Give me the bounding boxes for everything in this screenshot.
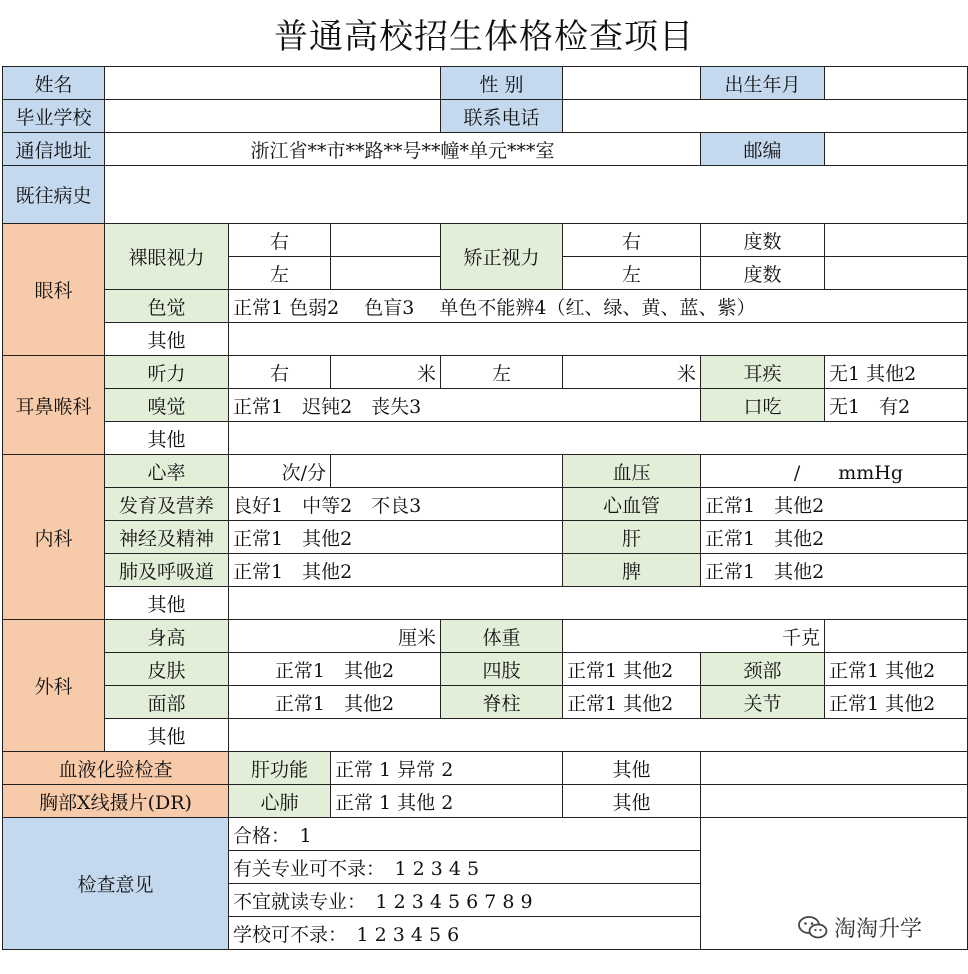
liver-value[interactable]: 正常1 其他2 bbox=[701, 521, 968, 554]
opinion-qualified[interactable]: 合格： 1 bbox=[229, 818, 701, 851]
history-field[interactable] bbox=[105, 166, 968, 224]
hearing-left-unit[interactable]: 米 bbox=[563, 356, 701, 389]
history-label: 既往病史 bbox=[3, 166, 105, 224]
spleen-value[interactable]: 正常1 其他2 bbox=[701, 554, 968, 587]
corrected-right-label: 右 bbox=[563, 224, 701, 257]
blood-pressure-unit[interactable]: / mmHg bbox=[701, 455, 968, 488]
heart-lung-label: 心肺 bbox=[229, 785, 331, 818]
spine-value[interactable]: 正常1 其他2 bbox=[563, 686, 701, 719]
blood-pressure-label: 血压 bbox=[563, 455, 701, 488]
opinion-label: 检查意见 bbox=[3, 818, 229, 950]
phone-field[interactable] bbox=[563, 100, 968, 133]
limbs-label: 四肢 bbox=[441, 653, 563, 686]
blood-test-label: 血液化验检查 bbox=[3, 752, 229, 785]
weight-unit[interactable]: 千克 bbox=[563, 620, 825, 653]
ent-other-label: 其他 bbox=[105, 422, 229, 455]
eye-other-field[interactable] bbox=[229, 323, 968, 356]
naked-right-label: 右 bbox=[229, 224, 331, 257]
smell-label: 嗅觉 bbox=[105, 389, 229, 422]
school-field[interactable] bbox=[105, 100, 441, 133]
neck-label: 颈部 bbox=[701, 653, 825, 686]
hearing-label: 听力 bbox=[105, 356, 229, 389]
spleen-label: 脾 bbox=[563, 554, 701, 587]
naked-right-field[interactable] bbox=[331, 224, 441, 257]
development-label: 发育及营养 bbox=[105, 488, 229, 521]
opinion-majors-optional[interactable]: 有关专业可不录： 1 2 3 4 5 bbox=[229, 851, 701, 884]
school-label: 毕业学校 bbox=[3, 100, 105, 133]
postcode-label: 邮编 bbox=[701, 133, 825, 166]
corrected-left-label: 左 bbox=[563, 257, 701, 290]
weight-label: 体重 bbox=[441, 620, 563, 653]
address-label: 通信地址 bbox=[3, 133, 105, 166]
joint-label: 关节 bbox=[701, 686, 825, 719]
heart-rate-field[interactable] bbox=[331, 455, 563, 488]
exam-form-table bbox=[2, 66, 968, 950]
hearing-right-unit[interactable]: 米 bbox=[331, 356, 441, 389]
height-unit[interactable]: 厘米 bbox=[229, 620, 441, 653]
eye-other-label: 其他 bbox=[105, 323, 229, 356]
phone-label: 联系电话 bbox=[441, 100, 563, 133]
joint-value[interactable]: 正常1 其他2 bbox=[825, 686, 968, 719]
weight-extra-field[interactable] bbox=[825, 620, 968, 653]
corrected-vision-label: 矫正视力 bbox=[441, 224, 563, 290]
surgery-other-label: 其他 bbox=[105, 719, 229, 752]
face-label: 面部 bbox=[105, 686, 229, 719]
naked-left-label: 左 bbox=[229, 257, 331, 290]
opinion-schools-optional[interactable]: 学校可不录： 1 2 3 4 5 6 bbox=[229, 917, 701, 950]
internal-other-field[interactable] bbox=[229, 587, 968, 620]
postcode-field[interactable] bbox=[825, 133, 968, 166]
neck-value[interactable]: 正常1 其他2 bbox=[825, 653, 968, 686]
neuro-label: 神经及精神 bbox=[105, 521, 229, 554]
watermark bbox=[798, 912, 922, 943]
face-value[interactable]: 正常1 其他2 bbox=[229, 686, 441, 719]
surgery-other-field[interactable] bbox=[229, 719, 968, 752]
spine-label: 脊柱 bbox=[441, 686, 563, 719]
internal-other-label: 其他 bbox=[105, 587, 229, 620]
stutter-label: 口吃 bbox=[701, 389, 825, 422]
cardio-value[interactable]: 正常1 其他2 bbox=[701, 488, 968, 521]
stutter-value[interactable]: 无1 有2 bbox=[825, 389, 968, 422]
ent-other-field[interactable] bbox=[229, 422, 968, 455]
ent-section-label: 耳鼻喉科 bbox=[3, 356, 105, 455]
smell-value[interactable]: 正常1 迟钝2 丧失3 bbox=[229, 389, 701, 422]
xray-other-field[interactable] bbox=[701, 785, 968, 818]
name-label: 姓名 bbox=[3, 67, 105, 100]
color-vision-value[interactable]: 正常1 色弱2 色盲3 单色不能辨4（红、绿、黄、蓝、紫） bbox=[229, 290, 968, 323]
naked-left-field[interactable] bbox=[331, 257, 441, 290]
corrected-left-degree-label: 度数 bbox=[701, 257, 825, 290]
liver-label: 肝 bbox=[563, 521, 701, 554]
development-value[interactable]: 良好1 中等2 不良3 bbox=[229, 488, 563, 521]
xray-label: 胸部X线摄片(DR) bbox=[3, 785, 229, 818]
naked-vision-label: 裸眼视力 bbox=[105, 224, 229, 290]
heart-rate-unit[interactable]: 次/分 bbox=[229, 455, 331, 488]
skin-label: 皮肤 bbox=[105, 653, 229, 686]
lung-label: 肺及呼吸道 bbox=[105, 554, 229, 587]
internal-section-label: 内科 bbox=[3, 455, 105, 620]
blood-other-field[interactable] bbox=[701, 752, 968, 785]
surgery-section-label: 外科 bbox=[3, 620, 105, 752]
watermark-text: 淘淘升学 bbox=[834, 917, 923, 942]
gender-field[interactable] bbox=[563, 67, 701, 100]
opinion-unsuitable-majors[interactable]: 不宜就读专业： 1 2 3 4 5 6 7 8 9 bbox=[229, 884, 701, 917]
skin-value[interactable]: 正常1 其他2 bbox=[229, 653, 441, 686]
lung-value[interactable]: 正常1 其他2 bbox=[229, 554, 563, 587]
eye-section-label: 眼科 bbox=[3, 224, 105, 356]
corrected-right-degree-label: 度数 bbox=[701, 224, 825, 257]
liver-function-label: 肝功能 bbox=[229, 752, 331, 785]
ear-disease-label: 耳疾 bbox=[701, 356, 825, 389]
birth-field[interactable] bbox=[825, 67, 968, 100]
name-field[interactable] bbox=[105, 67, 441, 100]
hearing-right-label: 右 bbox=[229, 356, 331, 389]
cardio-label: 心血管 bbox=[563, 488, 701, 521]
birth-label: 出生年月 bbox=[701, 67, 825, 100]
ear-disease-value[interactable]: 无1 其他2 bbox=[825, 356, 968, 389]
gender-label: 性 别 bbox=[441, 67, 563, 100]
blood-other-label: 其他 bbox=[563, 752, 701, 785]
heart-lung-value[interactable]: 正常 1 其他 2 bbox=[331, 785, 563, 818]
neuro-value[interactable]: 正常1 其他2 bbox=[229, 521, 563, 554]
hearing-left-label: 左 bbox=[441, 356, 563, 389]
corrected-right-degree-field[interactable] bbox=[825, 224, 968, 257]
wechat-icon bbox=[798, 915, 828, 941]
limbs-value[interactable]: 正常1 其他2 bbox=[563, 653, 701, 686]
address-field[interactable]: 浙江省**市**路**号**幢*单元***室 bbox=[105, 133, 701, 166]
xray-other-label: 其他 bbox=[563, 785, 701, 818]
corrected-left-degree-field[interactable] bbox=[825, 257, 968, 290]
color-vision-label: 色觉 bbox=[105, 290, 229, 323]
height-label: 身高 bbox=[105, 620, 229, 653]
page-title: 普通高校招生体格检查项目 bbox=[274, 16, 694, 57]
heart-rate-label: 心率 bbox=[105, 455, 229, 488]
liver-function-value[interactable]: 正常 1 异常 2 bbox=[331, 752, 563, 785]
